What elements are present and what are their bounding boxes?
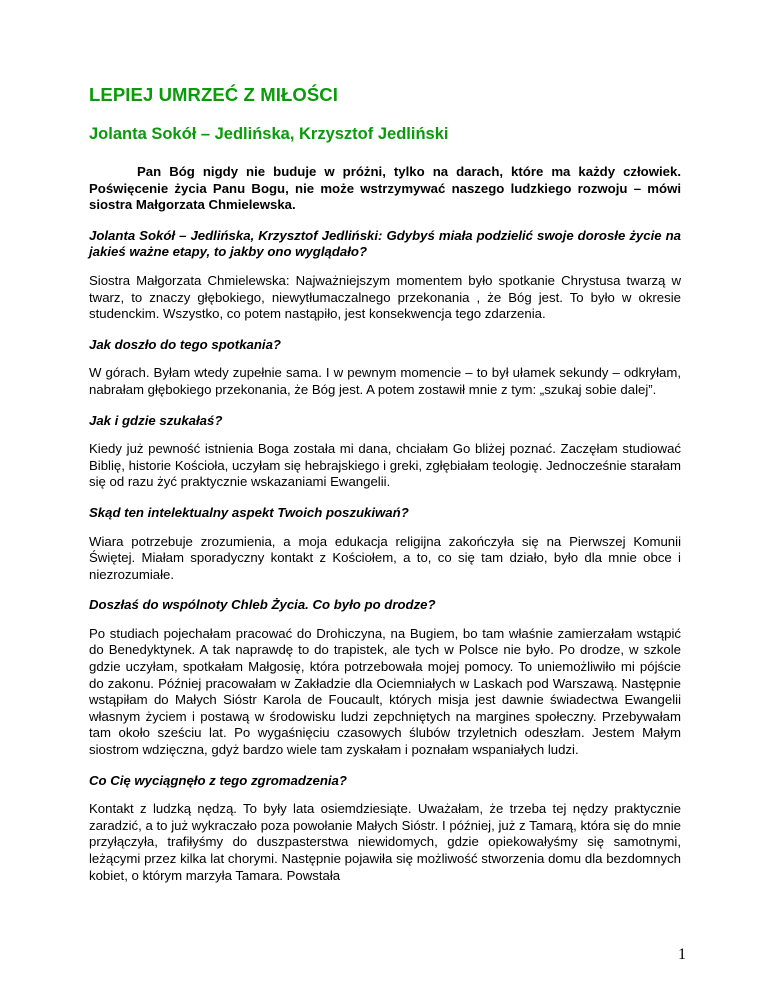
article-authors: Jolanta Sokół – Jedlińska, Krzysztof Jedliński: [89, 125, 449, 143]
answer-2: W górach. Byłam wtedy zupełnie sama. I w pewnym momencie – to był ułamek sekundy – odkryłam, nabrałam głębokiego przekonania, że Bóg jest. A potem zostawił mnie z tym: „szukaj sobie dalej”.: [89, 365, 681, 397]
question-5: Doszłaś do wspólnoty Chleb Życia. Co było po drodze?: [89, 597, 436, 613]
answer-6: Kontakt z ludzką nędzą. To były lata osiemdziesiąte. Uważałam, że trzeba tej nędzy praktycznie zaradzić, a to już wykraczało poza powołanie Małych Sióstr. I później, już z Tamarą, która się do mnie przyłączyła, trafiłyśmy do duszpasterstwa niewidomych, gdzie opiekowałyśmy się samotnymi, leżącymi przez kilka lat chorymi. Następnie pojawiła się możliwość stworzenia domu dla bezdomnych kobiet, o którym marzyła Tamara. Powstała: [89, 801, 681, 883]
question-6: Co Cię wyciągnęło z tego zgromadzenia?: [89, 772, 347, 788]
question-4: Skąd ten intelektualny aspekt Twoich poszukiwań?: [89, 504, 409, 520]
question-1: Jolanta Sokół – Jedlińska, Krzysztof Jedliński: Gdybyś miała podzielić swoje dorosłe życie na jakieś ważne etapy, to jakby ono wyglądało?: [89, 227, 681, 260]
article-title: LEPIEJ UMRZEĆ Z MIŁOŚCI: [89, 84, 338, 105]
question-2: Jak doszło do tego spotkania?: [89, 336, 281, 352]
question-3: Jak i gdzie szukałaś?: [89, 412, 223, 428]
answer-1: Siostra Małgorzata Chmielewska: Najważniejszym momentem było spotkanie Chrystusa twarzą w twarz, to znaczy głębokiego, niewytłumaczalnego przekonania , że Bóg jest. To było w okresie studenckim. Wszystko, co potem nastąpiło, jest konsekwencja tego zdarzenia.: [89, 272, 681, 322]
lead-paragraph: Pan Bóg nigdy nie buduje w próżni, tylko na darach, które ma każdy człowiek. Poświęcenie życia Panu Bogu, nie może wstrzymywać naszego ludzkiego rozwoju – mówi siostra Małgorzata Chmielewska.: [89, 164, 681, 213]
article: [89, 84, 681, 884]
page-number: 1: [678, 946, 686, 963]
answer-5: Po studiach pojechałam pracować do Drohiczyna, na Bugiem, bo tam właśnie zamierzałam wstąpić do Benedyktynek. A tak naprawdę to do trapistek, ale tych w Polsce nie było. Po drodze, w szkole gdzie uczyłam, spotkałam Małgosię, która potrzebowała mojej pomocy. To uniemożliwiło mi pójście do zakonu. Później pracowałam w Zakładzie dla Ociemniałych w Laskach pod Warszawą. Następnie wstąpiłam do Małych Sióstr Karola de Foucault, których misja jest dawnie świadectwa Ewangelii własnym życiem i postawą w środowisku ludzi zepchniętych na margines społeczny. Przebywałam tam około sześciu lat. Po wygaśnięciu czasowych ślubów trzyletnich odeszłam. Jestem Małym siostrom wdzięczna, gdyż bardzo wiele tam zyskałam i poznałam wspaniałych ludzi.: [89, 625, 681, 758]
answer-4: Wiara potrzebuje zrozumienia, a moja edukacja religijna zakończyła się na Pierwszej Komunii Świętej. Miałam sporadyczny kontakt z Kościołem, a to, co się tam działo, było dla mnie obce i niezrozumiałe.: [89, 533, 681, 582]
answer-3: Kiedy już pewność istnienia Boga została mi dana, chciałam Go bliżej poznać. Zaczęłam studiować Biblię, historie Kościoła, uczyłam się hebrajskiego i greki, zgłębiałam teologię. Jednocześnie starałam się od razu żyć praktycznie wskazaniami Ewangelii.: [89, 441, 681, 490]
